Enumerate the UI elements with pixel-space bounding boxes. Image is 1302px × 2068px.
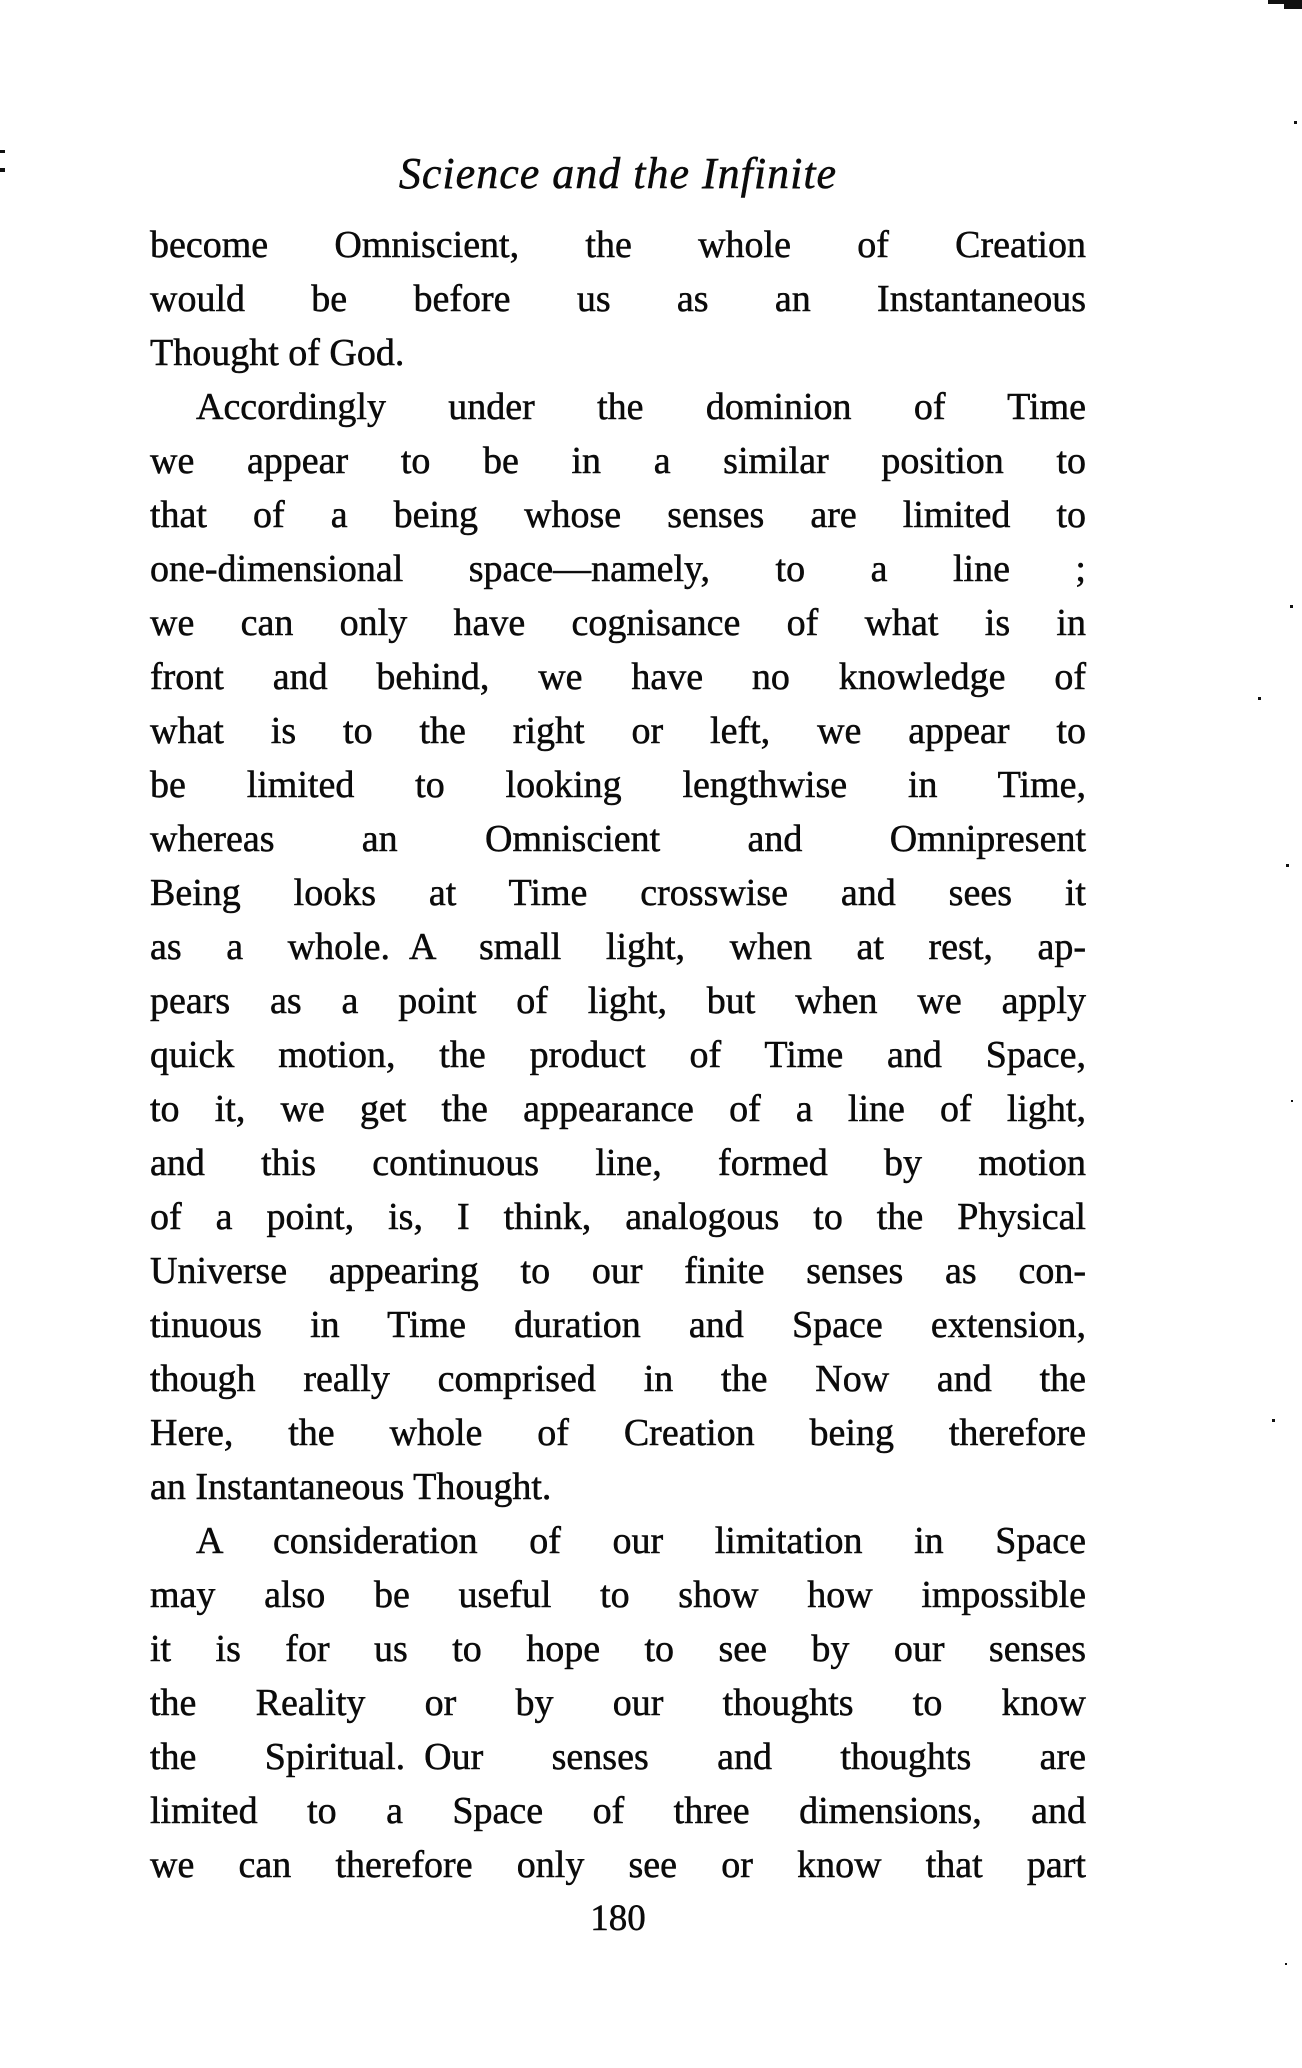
scan-speck	[1284, 0, 1302, 9]
text-line: the Reality or by our thoughts to know	[150, 1682, 1086, 1724]
text-line: front and behind, we have no knowledge of	[150, 656, 1086, 698]
text-line: Accordingly under the dominion of Time	[196, 386, 1086, 428]
text-line: quick motion, the product of Time and Space,	[150, 1034, 1086, 1076]
text-line: we can therefore only see or know that part	[150, 1844, 1086, 1886]
text-line: limited to a Space of three dimensions, and	[150, 1790, 1086, 1832]
text-line: Thought of God.	[150, 332, 405, 374]
text-line: Universe appearing to our finite senses as con-	[150, 1250, 1086, 1292]
text-line: tinuous in Time duration and Space extension,	[150, 1304, 1086, 1346]
scan-speck	[1258, 697, 1261, 700]
text-line: we can only have cognisance of what is in	[150, 602, 1086, 644]
text-line: one-dimensional space—namely, to a line ;	[150, 548, 1086, 590]
scan-speck	[1272, 1419, 1275, 1422]
page-number: 180	[590, 1898, 646, 1939]
text-line: and this continuous line, formed by motion	[150, 1142, 1086, 1184]
scan-speck	[1291, 1100, 1293, 1102]
text-line: A consideration of our limitation in Space	[196, 1520, 1086, 1562]
text-line: may also be useful to show how impossible	[150, 1574, 1086, 1616]
text-block	[150, 146, 1086, 1944]
text-line: though really comprised in the Now and the	[150, 1358, 1086, 1400]
text-line: as a whole. A small light, when at rest, ap-	[150, 926, 1086, 968]
scan-speck	[0, 168, 5, 172]
scan-speck	[0, 150, 5, 153]
text-line: of a point, is, I think, analogous to the Physical	[150, 1196, 1086, 1238]
body-text	[150, 218, 1086, 1892]
text-line: Here, the whole of Creation being therefore	[150, 1412, 1086, 1454]
scan-speck	[1294, 121, 1297, 124]
text-line: Being looks at Time crosswise and sees it	[150, 872, 1086, 914]
text-line: it is for us to hope to see by our senses	[150, 1628, 1086, 1670]
text-line: become Omniscient, the whole of Creation	[150, 224, 1086, 266]
text-line: we appear to be in a similar position to	[150, 440, 1086, 482]
text-line: pears as a point of light, but when we apply	[150, 980, 1086, 1022]
text-line: whereas an Omniscient and Omnipresent	[150, 818, 1086, 860]
scan-speck	[1290, 605, 1293, 608]
scan-speck	[1286, 864, 1289, 867]
text-line: that of a being whose senses are limited to	[150, 494, 1086, 536]
text-line: would be before us as an Instantaneous	[150, 278, 1086, 320]
text-line: an Instantaneous Thought.	[150, 1466, 552, 1508]
text-line: what is to the right or left, we appear to	[150, 710, 1086, 752]
text-line: the Spiritual. Our senses and thoughts are	[150, 1736, 1086, 1778]
running-head: Science and the Infinite	[398, 149, 838, 198]
scan-speck	[1285, 1963, 1287, 1965]
text-line: be limited to looking lengthwise in Time,	[150, 764, 1086, 806]
text-line: to it, we get the appearance of a line of light,	[150, 1088, 1086, 1130]
